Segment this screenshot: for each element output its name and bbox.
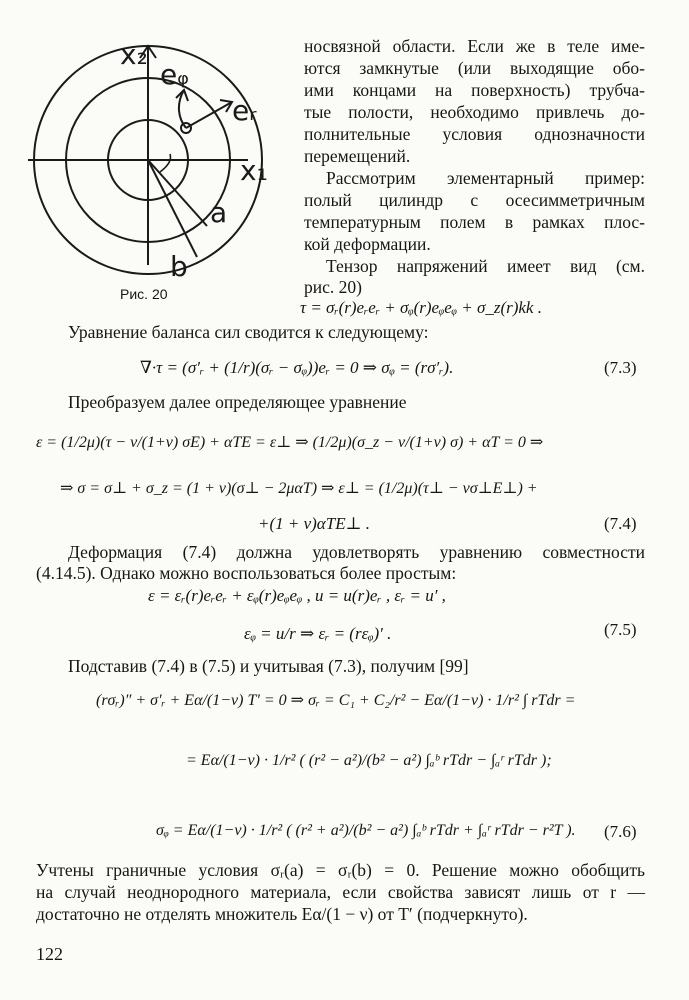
equation-7-5-line2: εᵩ = u/r ⇒ εᵣ = (rεᵩ)′ . — [244, 624, 392, 643]
text-line: тые полости, необходимо привлечь до- — [304, 102, 645, 122]
text-line: Учтены граничные условия σᵣ(a) = σᵣ(b) = 0. Решение можно обобщить — [36, 860, 645, 880]
figure-20-diagram — [0, 20, 280, 295]
text-line: ются замкнутые (или выходящие обо- — [304, 58, 645, 78]
radius-a-line — [148, 160, 207, 226]
text-line: рис. 20) — [304, 277, 362, 297]
equation-number: (7.5) — [604, 620, 637, 639]
equation-7-3: ∇·τ = (σ′ᵣ + (1/r)(σᵣ − σᵩ))eᵣ = 0 ⇒ σᵩ = (rσ′ᵣ). — [140, 358, 454, 377]
equation-number: (7.6) — [604, 822, 637, 841]
equation-number: (7.3) — [604, 358, 637, 377]
equation-7-6-line1: (rσᵣ)″ + σ′ᵣ + Eα/(1−ν) T′ = 0 ⇒ σᵣ = C₁ + C₂/r² − Eα/(1−ν) · 1/r² ∫ rTdr = — [96, 692, 576, 709]
equation-7-6-line2: = Eα/(1−ν) · 1/r² ( (r² − a²)/(b² − a²) ∫ₐᵇ rTdr − ∫ₐʳ rTdr ); — [186, 752, 552, 769]
text-line: Рассмотрим элементарный пример: — [326, 168, 645, 188]
text-line: полнительные условия однозначности — [304, 124, 645, 144]
page-number: 122 — [36, 944, 63, 964]
text-line: (4.14.5). Однако можно воспользоваться более простым: — [36, 563, 457, 583]
text-line: Тензор напряжений имеет вид (см. — [326, 256, 645, 276]
er-label: eᵣ — [232, 94, 257, 127]
text-line: Уравнение баланса сил сводится к следующему: — [68, 322, 429, 342]
text-line: перемещений. — [304, 146, 411, 166]
x2-label: x₂ — [120, 38, 148, 71]
equation-tau: τ = σᵣ(r)eᵣeᵣ + σᵩ(r)eᵩeᵩ + σ_z(r)kk . — [300, 298, 542, 317]
equation-7-5-line1: ε = εᵣ(r)eᵣeᵣ + εᵩ(r)eᵩeᵩ , u = u(r)eᵣ , εᵣ = u′ , — [148, 586, 446, 605]
text-line: Преобразуем далее определяющее уравнение — [68, 392, 407, 412]
text-line: достаточно не отделять множитель Eα/(1 − ν) от T′ (подчеркнуто). — [36, 904, 528, 924]
text-line: Подставив (7.4) в (7.5) и учитывая (7.3), получим [99] — [68, 656, 469, 676]
text-line: носвязной области. Если же в теле име- — [304, 36, 645, 56]
text-line: на случай неоднородного материала, если свойства зависят лишь от r — — [36, 882, 645, 902]
figure-caption: Рис. 20 — [120, 286, 168, 302]
text-line: Деформация (7.4) должна удовлетворять уравнению совместности — [68, 542, 645, 562]
a-label: a — [210, 196, 228, 229]
equation-7-4-line2: ⇒ σ = σ⊥ + σ_z = (1 + ν)(σ⊥ − 2μαT) ⇒ ε⊥ = (1/2μ)(τ⊥ − νσ⊥E⊥) + — [60, 480, 538, 497]
equation-7-6-line3: σᵩ = Eα/(1−ν) · 1/r² ( (r² + a²)/(b² − a²) ∫ₐᵇ rTdr + ∫ₐʳ rTdr − r²T ). — [156, 822, 576, 839]
ephi-label: eᵩ — [160, 58, 189, 91]
text-line: полый цилиндр с осесимметричным — [304, 190, 645, 210]
x1-label: x₁ — [240, 154, 268, 187]
text-line: ими концами на поверхность) трубча- — [304, 80, 645, 100]
text-line: температурным полем в рамках плос- — [304, 212, 645, 232]
text-line: кой деформации. — [304, 234, 431, 254]
equation-7-4-line3: +(1 + ν)αTE⊥ . — [258, 514, 371, 533]
b-label: b — [170, 250, 188, 283]
equation-number: (7.4) — [604, 514, 637, 533]
equation-7-4-line1: ε = (1/2μ)(τ − ν/(1+ν) σE) + αTE = ε⊥ ⇒ (1/2μ)(σ_z − ν/(1+ν) σ) + αT = 0 ⇒ — [36, 434, 544, 451]
